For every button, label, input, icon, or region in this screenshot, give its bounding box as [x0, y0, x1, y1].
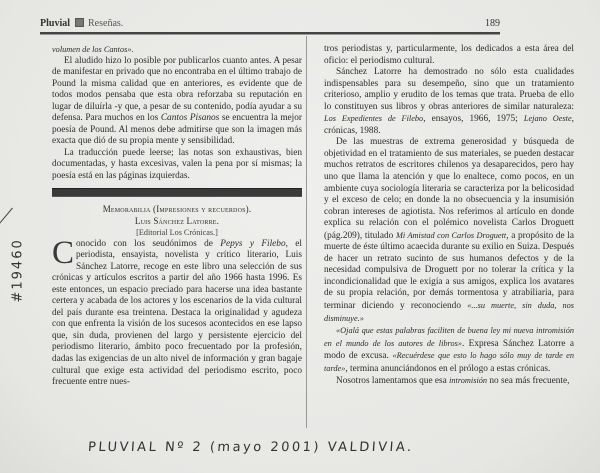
pseudonyms: Pepys y Filebo — [220, 238, 286, 249]
emphasized-word: intromisión — [449, 376, 488, 386]
review-author: Luis Sánchez Latorre. — [134, 215, 220, 226]
column-separator — [306, 36, 307, 428]
handwritten-pointer-line — [0, 208, 13, 236]
section-divider-bar — [52, 188, 302, 197]
quotation: «Recuérdese que esto lo hago sólo muy de tarde en tarde» — [324, 351, 574, 373]
left-column — [52, 44, 302, 389]
drop-cap: C — [52, 234, 75, 271]
review-body: Conocido con los seudónimos de Pepys y Filebo, el periodista, ensayista, novelista y crítico literario, Luis Sánchez Latorre, recoge en este libro una selección de sus crónicas y artículos escritos a partir del año 1966 hasta 1996. Es este entonces, un espacio preciado para hacerse una idea bastante certera y acabada de los actores y los escenarios de la vida cultural del país durante esa treintena. Destaca la originalidad y agudeza con que enfrenta la visión de los sucesos acontecidos en ese lapso que, sin duda, provienen del largo y persistente ejercicio del periodismo literario, ámbito poco frecuentado por la profesión, dadas las exigencias de un alto nivel de información y gran bagaje cultural que exige esta actividad del periodismo escrito, poco frecuente entre nues- — [52, 234, 302, 388]
continued-fragment: volumen de los Cantos». — [52, 45, 134, 54]
header-rule — [40, 32, 500, 35]
book-title: Lejano Oeste — [523, 114, 572, 124]
review-heading — [52, 203, 302, 239]
paragraph: Nosotros lamentamos que esa intromisión no sea más frecuente, — [336, 376, 570, 387]
review-publisher: [Editorial Los Crónicas.] — [136, 227, 218, 237]
article-title: Mi Amistad con Carlos Droguett — [395, 230, 507, 240]
paragraph: «Ojalá que estas palabras faciliten de buena ley mi nueva intromisión en el mundo de los autores de libros». Expresa Sánchez Latorre a modo de excusa. «Recuérdese que esto lo hago sólo muy de tarde en tarde», termina anunciándonos en el prólogo a estas crónicas. — [324, 326, 574, 374]
paragraph: El aludido hizo lo posible por publicarlos cuanto antes. A pesar de manifestar en privado que no encontraba en el último trabajo de Pound la misma calidad que en anteriores, es evidente que de todos modos pensaba que esta obra reforzaba su reputación en lugar de diluírla -y que, a pesar de su contenido, podía ayudar a su defensa. Para muchos en los Cantos Pisanos se encuentra la mejor poesía de Pound. Al menos debe admitirse que son la imagen más exacta que dió de su propia mente y sensibilidad. — [52, 55, 302, 147]
quotation: «...su muerte, sin duda, nos disminuye.» — [324, 301, 574, 323]
handwritten-source-note: PLUVIAL Nº 2 (mayo 2001) VALDIVIA. — [87, 440, 415, 455]
paragraph: De las muestras de extrema generosidad y búsqueda de objetividad en el tratamiento de sus materiales, se pueden destacar muchos retratos de escritores chilenos ya desaparecidos, pero hay uno que llama la atención y que lo enaltece, como pocos, en un ambiente cuya sociología literaria se caracteriza por la belicosidad y el exceso de celo; en donde la no obsecuencia y la insumisión cobran intereses de agiotista. Nos referimos al artículo en donde explica su relación con el polémico novelista Carlos Droguett (pág.209), titulado Mi Amistad con Carlos Droguett, a propósito de la muerte de éste último acaecida durante su exilio en Suiza. Después de hacer un retrato sucinto de sus humanos defectos y de la necesidad compulsiva de Droguett por no tolerar la crítica y la incondicionalidad que le exigía a sus amigos, explica los avatares de su propia relación, por demás tormentosa y atrabiliaria, para terminar diciendo y reconociendo «...su muerte, sin duda, nos disminuye.» — [324, 137, 574, 323]
running-header — [40, 18, 500, 32]
page-number: 189 — [485, 18, 500, 29]
book-title: Los Expedientes de Filebo — [324, 114, 424, 124]
section-name: Reseñas. — [88, 18, 124, 29]
magazine-name: Pluvial — [40, 18, 71, 29]
paragraph: Sánchez Latorre ha demostrado no sólo esta cualidades indispensables para su desempeño, sino que un tratamiento criterioso, amplio y erudito de los temas que trata. Prueba de ello lo constituyen sus libros y obras anteriores de similar naturaleza: Los Expedientes de Filebo, ensayos, 1966, 1975; Lejano Oeste, crónicas, 1988. — [324, 67, 574, 136]
right-column — [324, 44, 574, 388]
book-title: Cantos Pisanos — [160, 113, 220, 124]
quotation: «Ojalá que estas palabras faciliten de buena ley mi nueva intromisión en el mundo de los autores de libros» — [324, 326, 574, 348]
paragraph: tros periodistas y, particularmente, los dedicados a esta área del oficio: el periodismo cultural. — [324, 44, 574, 66]
paragraph: La traducción puede leerse; las notas son exhaustivas, bien documentadas, y hasta excesivas, valen la pena por sí mismas; la poesía está en las páginas izquierdas. — [52, 147, 302, 182]
square-ornament-icon — [75, 18, 84, 27]
review-title: Memorabilia (Impresiones y recuerdos). — [102, 203, 252, 214]
handwritten-catalog-number: #19460 — [10, 238, 26, 303]
